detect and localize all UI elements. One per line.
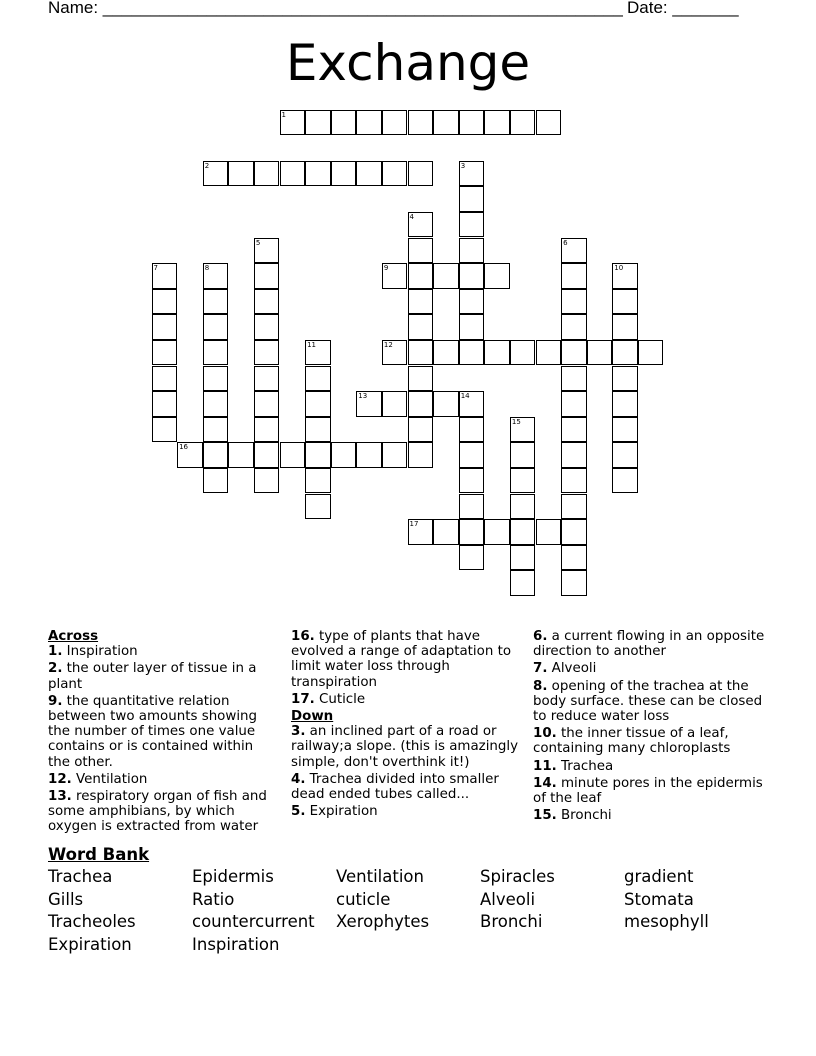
grid-cell[interactable] — [612, 314, 638, 340]
grid-cell[interactable] — [331, 110, 357, 136]
clues-column-3 — [533, 629, 769, 825]
word-bank-item: Ventilation — [336, 867, 424, 886]
grid-cell[interactable] — [561, 391, 587, 417]
cell-number: 2 — [204, 161, 210, 170]
grid-cell[interactable] — [408, 263, 434, 289]
grid-cell[interactable] — [254, 391, 280, 417]
grid-cell[interactable] — [305, 494, 331, 520]
grid-cell[interactable] — [612, 442, 638, 468]
grid-cell[interactable] — [203, 417, 229, 443]
grid-cell[interactable] — [280, 161, 306, 187]
cell-number: 1 — [281, 110, 286, 119]
grid-cell[interactable] — [382, 442, 408, 468]
grid-cell[interactable] — [459, 110, 485, 136]
grid-cell[interactable] — [152, 314, 178, 340]
grid-cell[interactable] — [459, 417, 485, 443]
word-bank-item: countercurrent — [192, 912, 315, 931]
grid-cell[interactable] — [536, 110, 562, 136]
grid-cell[interactable] — [305, 468, 331, 494]
grid-cell[interactable] — [510, 442, 536, 468]
grid-cell[interactable] — [305, 340, 331, 366]
grid-cell[interactable] — [408, 314, 434, 340]
grid-cell[interactable] — [612, 417, 638, 443]
grid-cell[interactable] — [152, 340, 178, 366]
grid-cell[interactable] — [510, 468, 536, 494]
word-bank-item: Xerophytes — [336, 912, 430, 931]
word-bank-title: Word Bank — [48, 845, 150, 864]
cell-number: 11 — [307, 340, 317, 349]
grid-cell[interactable] — [305, 161, 331, 187]
cell-number: 9 — [383, 264, 389, 273]
clue-across-9: 9. the quantitative relation between two amounts showing the number of times one value contains or is contained within the other. — [48, 693, 258, 770]
grid-cell[interactable] — [254, 468, 280, 494]
clue-across-12: 12. Ventilation — [48, 771, 148, 787]
grid-cell[interactable] — [536, 340, 562, 366]
grid-cell[interactable] — [382, 391, 408, 417]
grid-cell[interactable] — [561, 468, 587, 494]
clue-down-7: 7. Alveoli — [533, 661, 597, 677]
clues-column-1 — [48, 629, 276, 837]
grid-cell[interactable] — [561, 519, 587, 545]
grid-cell[interactable] — [459, 238, 485, 264]
grid-cell[interactable] — [382, 161, 408, 187]
grid-cell[interactable] — [561, 314, 587, 340]
grid-cell[interactable] — [510, 519, 536, 545]
grid-cell[interactable] — [408, 212, 434, 238]
grid-cell[interactable] — [382, 110, 408, 136]
grid-cell[interactable] — [510, 417, 536, 443]
grid-cell[interactable] — [228, 161, 254, 187]
word-bank-item: gradient — [624, 867, 694, 886]
grid-cell[interactable] — [408, 161, 434, 187]
grid-cell[interactable] — [612, 468, 638, 494]
clue-down-10: 10. the inner tissue of a leaf, containing many chloroplasts — [533, 726, 731, 757]
grid-cell[interactable] — [203, 161, 229, 187]
grid-cell[interactable] — [203, 289, 229, 315]
grid-cell[interactable] — [536, 519, 562, 545]
grid-cell[interactable] — [459, 289, 485, 315]
grid-cell[interactable] — [331, 442, 357, 468]
date-field[interactable]: Date: _______ — [627, 0, 739, 17]
word-bank-item: Tracheoles — [48, 912, 136, 931]
cell-number: 7 — [153, 264, 158, 273]
grid-cell[interactable] — [433, 263, 459, 289]
grid-cell[interactable] — [459, 263, 485, 289]
grid-cell[interactable] — [561, 340, 587, 366]
word-bank-item: Spiracles — [480, 867, 555, 886]
grid-cell[interactable] — [152, 289, 178, 315]
grid-cell[interactable] — [561, 366, 587, 392]
clue-down-11: 11. Trachea — [533, 758, 614, 774]
grid-cell[interactable] — [280, 442, 306, 468]
grid-cell[interactable] — [152, 417, 178, 443]
grid-cell[interactable] — [203, 391, 229, 417]
grid-cell[interactable] — [510, 570, 536, 596]
cell-number: 13 — [358, 392, 368, 401]
grid-cell[interactable] — [254, 442, 280, 468]
grid-cell[interactable] — [331, 161, 357, 187]
grid-cell[interactable] — [459, 519, 485, 545]
grid-cell[interactable] — [254, 238, 280, 264]
clue-across-13: 13. respiratory organ of fish and some amphibians, by which oxygen is extracted from water — [48, 789, 267, 835]
grid-cell[interactable] — [459, 468, 485, 494]
grid-cell[interactable] — [612, 366, 638, 392]
grid-cell[interactable] — [612, 340, 638, 366]
cell-number: 5 — [255, 238, 261, 247]
grid-cell[interactable] — [228, 442, 254, 468]
clue-down-8: 8. opening of the trachea at the body surface. these can be closed to reduce water loss — [533, 678, 763, 725]
grid-cell[interactable] — [408, 340, 434, 366]
grid-cell[interactable] — [459, 161, 485, 187]
grid-cell[interactable] — [152, 263, 178, 289]
cell-number: 17 — [409, 520, 419, 529]
word-bank-item: cuticle — [336, 889, 391, 909]
grid-cell[interactable] — [408, 366, 434, 392]
page-title: Exchange — [285, 34, 531, 92]
cell-number: 3 — [460, 161, 466, 170]
clue-across-17: 17. Cuticle — [291, 691, 366, 707]
grid-cell[interactable] — [612, 289, 638, 315]
grid-cell[interactable] — [510, 340, 536, 366]
grid-cell[interactable] — [305, 391, 331, 417]
cell-number: 8 — [204, 264, 210, 273]
cell-number: 12 — [383, 340, 393, 349]
grid-cell[interactable] — [408, 417, 434, 443]
clue-across-16: 16. type of plants that have evolved a range of adaptation to limit water loss through transpiration — [291, 629, 512, 690]
grid-cell[interactable] — [561, 289, 587, 315]
word-bank-item: Gills — [48, 889, 84, 909]
grid-cell[interactable] — [280, 110, 306, 136]
grid-cell[interactable] — [305, 110, 331, 136]
grid-cell[interactable] — [459, 391, 485, 417]
across-heading: Across — [48, 629, 99, 644]
grid-cell[interactable] — [433, 391, 459, 417]
grid-cell[interactable] — [408, 289, 434, 315]
name-field[interactable]: Name: _______________________________________________________ — [48, 0, 623, 17]
cell-number: 4 — [409, 212, 414, 221]
grid-cell[interactable] — [459, 212, 485, 238]
grid-cell[interactable] — [510, 494, 536, 520]
grid-cell[interactable] — [484, 110, 510, 136]
grid-cell[interactable] — [177, 442, 203, 468]
grid-cell[interactable] — [612, 263, 638, 289]
word-bank-item: Expiration — [48, 934, 132, 954]
grid-cell[interactable] — [382, 340, 408, 366]
grid-cell[interactable] — [152, 366, 178, 392]
grid-cell[interactable] — [254, 161, 280, 187]
grid-cell[interactable] — [408, 238, 434, 264]
grid-cell[interactable] — [203, 314, 229, 340]
clues-column-2 — [291, 629, 523, 821]
grid-cell[interactable] — [561, 570, 587, 596]
clue-down-5: 5. Expiration — [291, 804, 378, 820]
grid-cell[interactable] — [203, 442, 229, 468]
clue-down-15: 15. Bronchi — [533, 808, 612, 824]
cell-number: 14 — [460, 392, 470, 401]
grid-cell[interactable] — [484, 340, 510, 366]
grid-cell[interactable] — [561, 442, 587, 468]
grid-cell[interactable] — [484, 519, 510, 545]
cell-number: 16 — [179, 443, 189, 452]
clue-down-14: 14. minute pores in the epidermis of the leaf — [533, 775, 763, 807]
grid-cell[interactable] — [510, 545, 536, 571]
grid-cell[interactable] — [356, 391, 382, 417]
grid-cell[interactable] — [612, 391, 638, 417]
grid-cell[interactable] — [459, 186, 485, 212]
grid-cell[interactable] — [561, 545, 587, 571]
cell-number: 6 — [563, 238, 568, 247]
grid-cell[interactable] — [459, 340, 485, 366]
clue-down-3: 3. an inclined part of a road or railway;a slope. (this is amazingly simple, don't overthink it!) — [291, 724, 519, 770]
grid-cell[interactable] — [433, 519, 459, 545]
grid-cell[interactable] — [587, 340, 613, 366]
grid-cell[interactable] — [433, 110, 459, 136]
word-bank-item: Stomata — [624, 889, 694, 909]
grid-cell[interactable] — [254, 366, 280, 392]
grid-cell[interactable] — [203, 366, 229, 392]
grid-cell[interactable] — [356, 161, 382, 187]
word-bank-item: Alveoli — [480, 889, 536, 909]
word-bank-item: Bronchi — [480, 912, 543, 931]
grid-cell[interactable] — [433, 340, 459, 366]
grid-cell[interactable] — [203, 468, 229, 494]
down-heading: Down — [291, 709, 334, 725]
clue-across-1: 1. Inspiration — [48, 644, 138, 660]
grid-cell[interactable] — [459, 314, 485, 340]
grid-cell[interactable] — [152, 391, 178, 417]
grid-cell[interactable] — [254, 289, 280, 315]
grid-cell[interactable] — [254, 314, 280, 340]
word-bank-item: mesophyll — [624, 912, 709, 931]
grid-cell[interactable] — [408, 110, 434, 136]
clue-down-4: 4. Trachea divided into smaller dead ended tubes called... — [291, 771, 499, 803]
word-bank-item: Inspiration — [192, 934, 280, 954]
word-bank-item: Ratio — [192, 889, 235, 909]
grid-cell[interactable] — [484, 263, 510, 289]
cell-number: 10 — [614, 264, 624, 273]
grid-cell[interactable] — [305, 442, 331, 468]
grid-cell[interactable] — [203, 263, 229, 289]
clue-across-2: 2. the outer layer of tissue in a plant — [48, 661, 257, 692]
grid-cell[interactable] — [203, 340, 229, 366]
grid-cell[interactable] — [305, 417, 331, 443]
grid-cell[interactable] — [408, 391, 434, 417]
grid-cell[interactable] — [254, 417, 280, 443]
grid-cell[interactable] — [356, 442, 382, 468]
grid-cell[interactable] — [510, 110, 536, 136]
grid-cell[interactable] — [561, 238, 587, 264]
word-bank — [48, 867, 768, 955]
grid-cell[interactable] — [561, 494, 587, 520]
grid-cell[interactable] — [561, 417, 587, 443]
grid-cell[interactable] — [382, 263, 408, 289]
grid-cell[interactable] — [561, 263, 587, 289]
grid-cell[interactable] — [638, 340, 664, 366]
grid-cell[interactable] — [254, 340, 280, 366]
grid-cell[interactable] — [305, 366, 331, 392]
grid-cell[interactable] — [356, 110, 382, 136]
grid-cell[interactable] — [408, 442, 434, 468]
grid-cell[interactable] — [459, 545, 485, 571]
grid-cell[interactable] — [408, 519, 434, 545]
grid-cell[interactable] — [254, 263, 280, 289]
grid-cell[interactable] — [459, 494, 485, 520]
grid-cell[interactable] — [459, 442, 485, 468]
word-bank-item: Epidermis — [192, 867, 274, 886]
cell-number: 15 — [511, 417, 521, 426]
word-bank-item: Trachea — [48, 867, 113, 886]
clue-down-6: 6. a current flowing in an opposite direction to another — [533, 629, 765, 660]
